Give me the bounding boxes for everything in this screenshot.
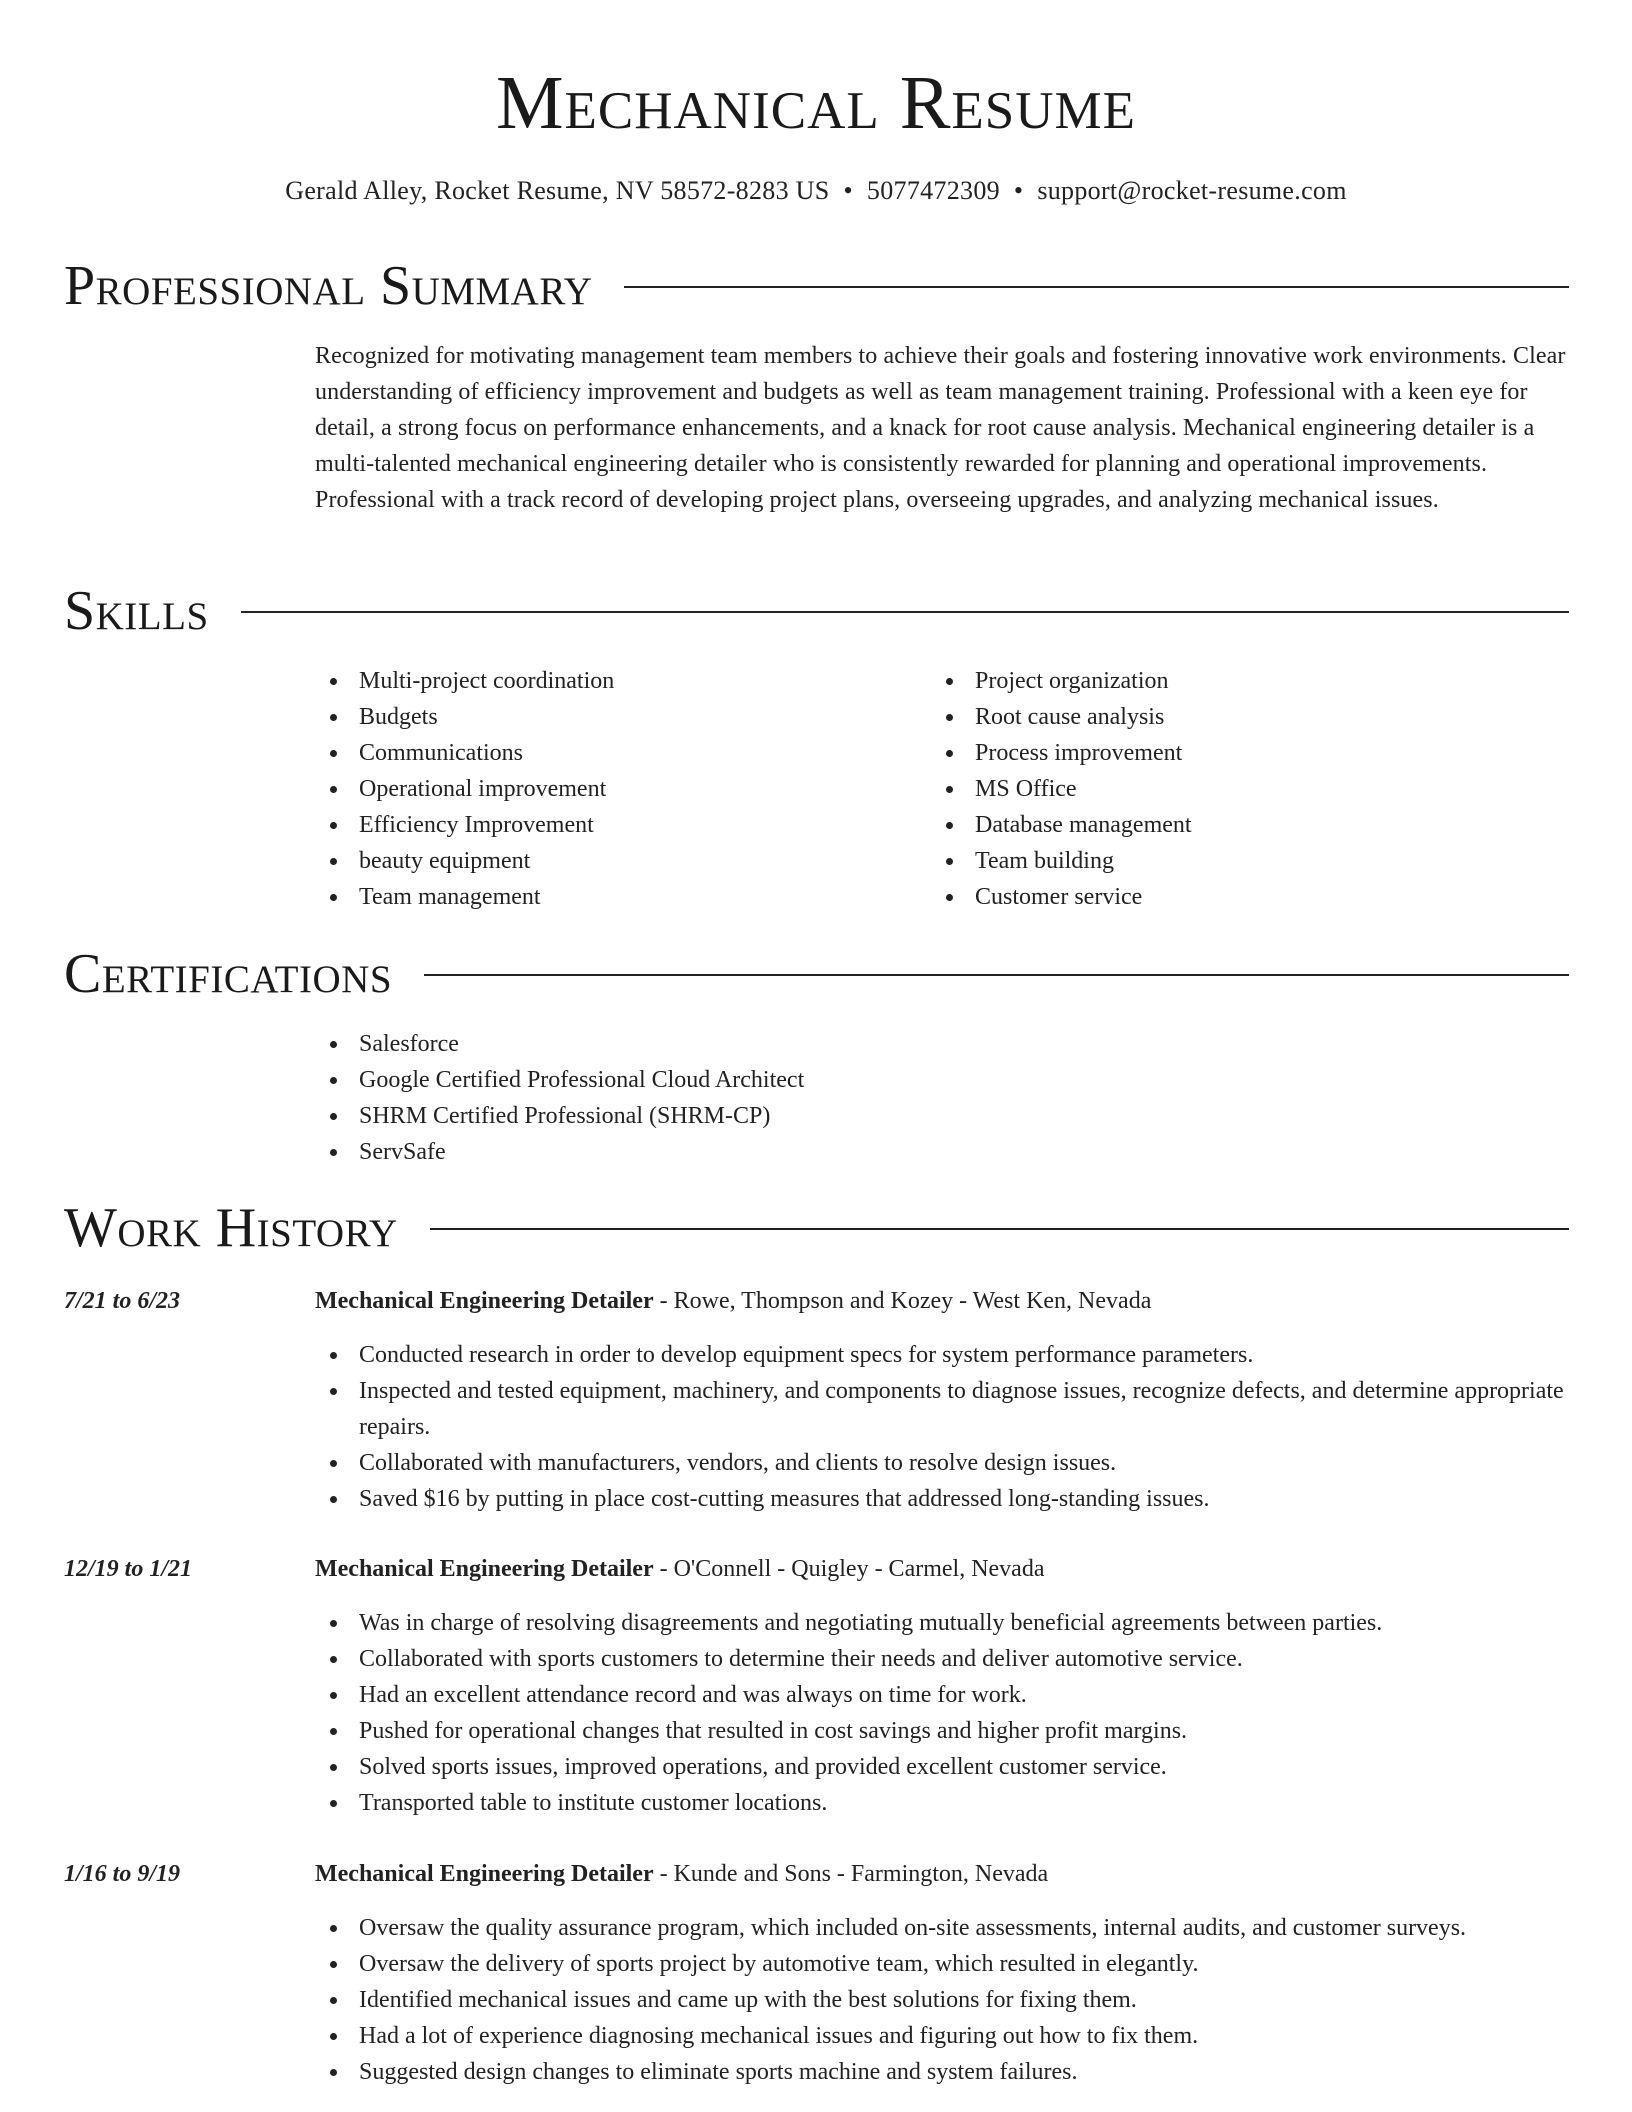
certification-item: SHRM Certified Professional (SHRM-CP) [315,1098,1515,1134]
skill-item: Operational improvement [315,771,915,807]
certifications-list [315,1026,1515,1170]
task-item: Solved sports issues, improved operations, and provided excellent customer service. [315,1749,1575,1785]
work-headline [315,1551,1575,1587]
task-item: Identified mechanical issues and came up with the best solutions for fixing them. [315,1982,1575,2018]
skill-item: Communications [315,735,915,771]
section-divider [424,974,1569,976]
skill-item: Root cause analysis [931,699,1531,735]
certification-item: Salesforce [315,1026,1515,1062]
skill-item: Multi-project coordination [315,663,915,699]
section-divider [241,611,1569,613]
contact-line [0,173,1632,209]
work-role: Mechanical Engineering Detailer [315,1556,654,1582]
work-headline [315,1283,1575,1319]
work-headline [315,1856,1575,1892]
work-heading: Work History [64,1197,398,1259]
resume-title: Mechanical Resume [495,61,1137,145]
skills-section-header [64,579,1569,643]
section-divider [624,286,1569,288]
task-item: Transported table to institute customer locations. [315,1785,1575,1821]
contact-separator: • [843,176,853,205]
summary-section-header [64,254,1569,318]
certifications-heading: Certifications [64,943,393,1005]
certifications-section-header [64,942,1569,1006]
work-dates: 1/16 to 9/19 [64,1861,181,1887]
contact-separator: • [1013,176,1024,205]
skill-item: beauty equipment [315,843,915,879]
work-tasks [315,1910,1575,2090]
task-item: Oversaw the quality assurance program, which included on-site assessments, internal audits, and customer surveys. [315,1910,1575,1946]
task-item: Collaborated with sports customers to determine their needs and deliver automotive service. [315,1641,1575,1677]
work-section-header [64,1196,1569,1260]
work-company: - O'Connell - Quigley - Carmel, Nevada [653,1556,1045,1582]
skill-item: Project organization [931,663,1531,699]
task-item: Had a lot of experience diagnosing mechanical issues and figuring out how to fix them. [315,2018,1575,2054]
skills-list-left [315,663,915,915]
skill-item: Team building [931,843,1531,879]
work-role: Mechanical Engineering Detailer [315,1288,654,1314]
skill-item: MS Office [931,771,1531,807]
skills-heading: Skills [64,580,209,642]
work-company: - Rowe, Thompson and Kozey - West Ken, Nevada [653,1288,1152,1314]
skill-item: Customer service [931,879,1531,915]
task-item: Conducted research in order to develop equipment specs for system performance parameters. [315,1337,1575,1373]
task-item: Was in charge of resolving disagreements and negotiating mutually beneficial agreements between parties. [315,1605,1575,1641]
skill-item: Efficiency Improvement [315,807,915,843]
task-item: Had an excellent attendance record and was always on time for work. [315,1677,1575,1713]
task-item: Suggested design changes to eliminate sports machine and system failures. [315,2054,1575,2090]
work-company: - Kunde and Sons - Farmington, Nevada [653,1861,1049,1887]
task-item: Collaborated with manufacturers, vendors, and clients to resolve design issues. [315,1445,1575,1481]
work-tasks [315,1337,1575,1517]
summary-heading: Professional Summary [64,255,593,317]
contact-address: Gerald Alley, Rocket Resume, NV 58572-8283 US [285,176,830,205]
work-role: Mechanical Engineering Detailer [315,1861,654,1887]
skills-list-right [931,663,1531,915]
contact-email: support@rocket-resume.com [1037,176,1347,205]
task-item: Oversaw the delivery of sports project by automotive team, which resulted in elegantly. [315,1946,1575,1982]
contact-phone: 5077472309 [866,176,1000,205]
certification-item: Google Certified Professional Cloud Architect [315,1062,1515,1098]
work-tasks [315,1605,1575,1821]
task-item: Pushed for operational changes that resulted in cost savings and higher profit margins. [315,1713,1575,1749]
skill-item: Database management [931,807,1531,843]
certification-item: ServSafe [315,1134,1515,1170]
skill-item: Budgets [315,699,915,735]
work-dates: 7/21 to 6/23 [64,1288,181,1314]
section-divider [430,1228,1569,1230]
work-dates: 12/19 to 1/21 [64,1556,193,1582]
task-item: Inspected and tested equipment, machinery, and components to diagnose issues, recognize defects, and determine appropriate repairs. [315,1373,1575,1445]
task-item: Saved $16 by putting in place cost-cutting measures that addressed long-standing issues. [315,1481,1575,1517]
skill-item: Team management [315,879,915,915]
summary-text: Recognized for motivating management team members to achieve their goals and fostering innovative work environments. Clear understanding of efficiency improvement and budgets as well as team management training. Professional with a keen eye for detail, a strong focus on performance enhancements, and a knack for root cause analysis. Mechanical engineering detailer is a multi-talented mechanical engineering detailer who is consistently rewarded for planning and operational improvements. Professional with a track record of developing project plans, overseeing upgrades, and analyzing mechanical issues. [315,343,1566,513]
skill-item: Process improvement [931,735,1531,771]
